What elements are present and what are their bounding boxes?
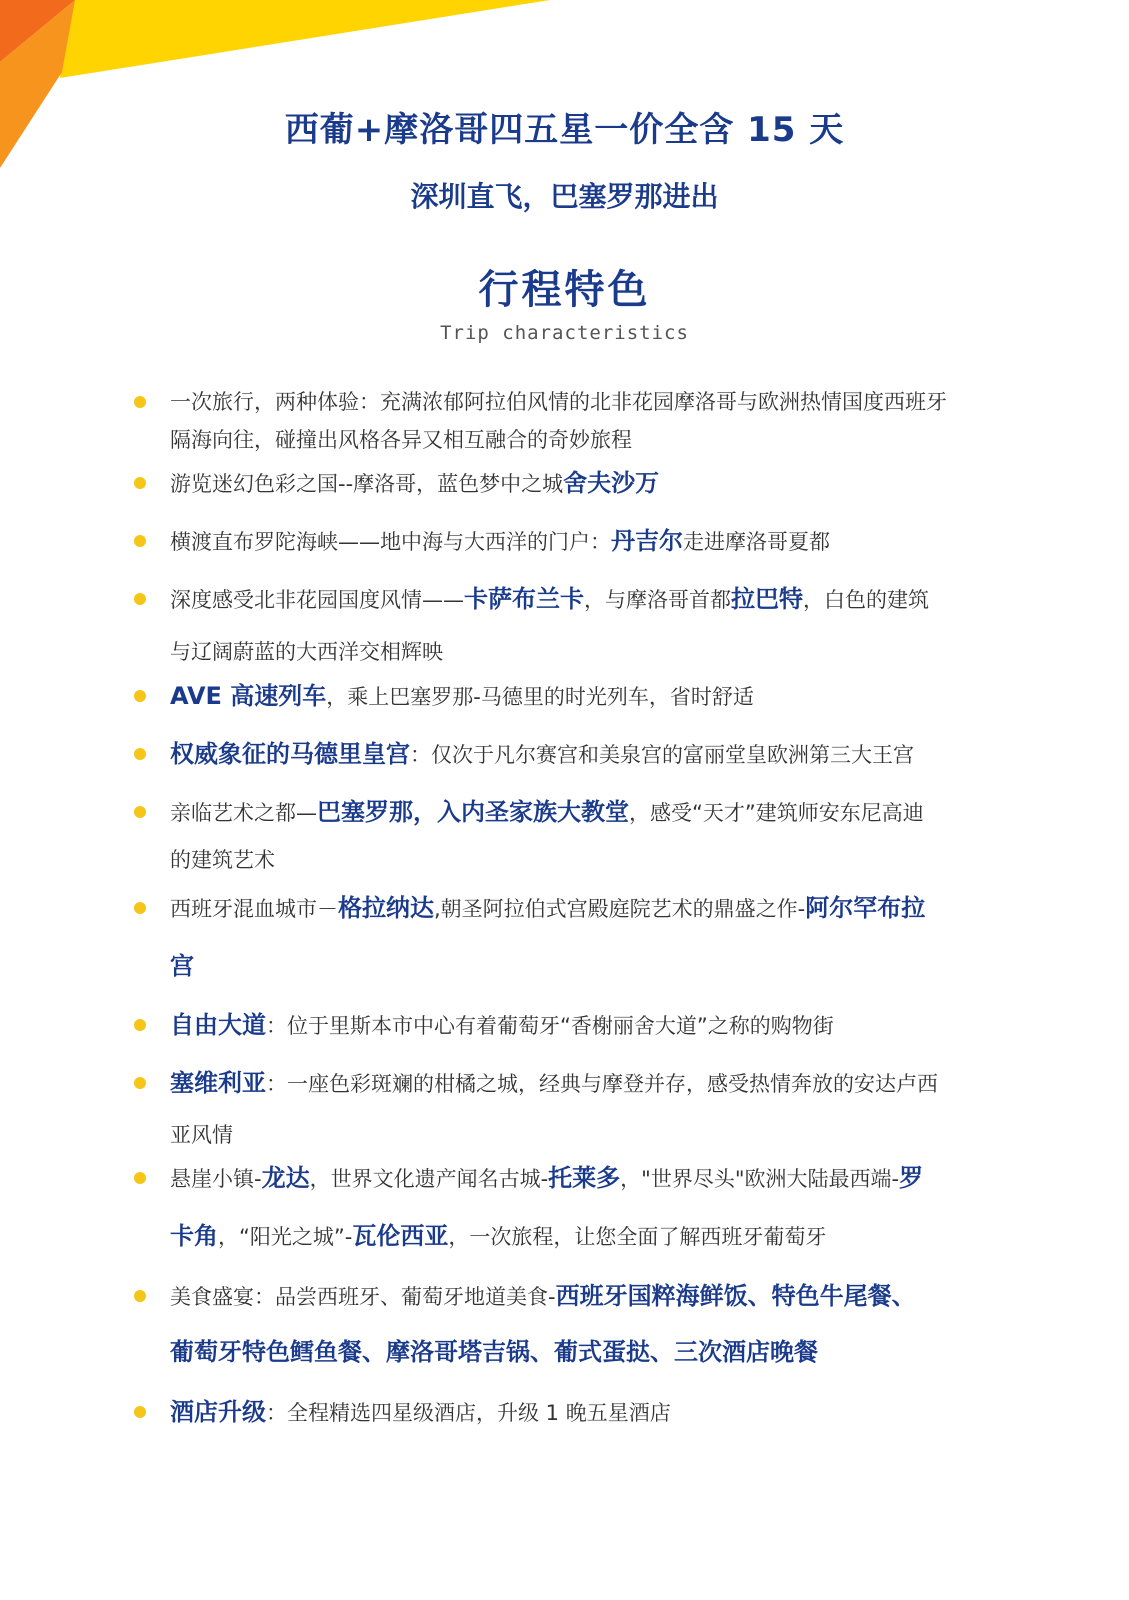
feature-highlight: 权威象征的马德里皇宫 (170, 740, 410, 768)
bullet-dot (134, 1172, 146, 1184)
feature-highlight: 西班牙国粹海鲜饭、特色牛尾餐、 (555, 1282, 916, 1310)
feature-text: ：位于里斯本市中心有着葡萄牙“香榭丽舍大道”之称的购物街 (266, 1014, 834, 1038)
bullet-dot (134, 535, 146, 547)
feature-highlight: 宫 (170, 952, 194, 980)
bullet-dot (134, 1077, 146, 1089)
section-title: 行程特色 (478, 267, 651, 313)
feature-line (170, 466, 659, 500)
feature-highlight: 阿尔罕布拉 (805, 894, 926, 922)
feature-line (170, 635, 443, 669)
feature-highlight: 拉巴特 (731, 585, 803, 613)
feature-text: 一次旅行，两种体验：充满浓郁阿拉伯风情的北非花园摩洛哥与欧洲热情国度西班牙 (170, 390, 947, 414)
feature-line (170, 1161, 923, 1195)
bullet-dot (134, 690, 146, 702)
feature-text: ，感受“天才”建筑师安东尼高迪 (629, 801, 924, 825)
bullet-dot (134, 1019, 146, 1031)
feature-text: ，与摩洛哥首都 (584, 588, 731, 612)
feature-text: ，乘上巴塞罗那-马德里的时光列车，省时舒适 (326, 685, 754, 709)
feature-line (170, 843, 275, 877)
feature-text: 横渡直布罗陀海峡——地中海与大西洋的门户： (170, 530, 611, 554)
bullet-dot (134, 1406, 146, 1418)
feature-text: ，世界文化遗产闻名古城- (309, 1167, 549, 1191)
feature-text: ，白色的建筑 (803, 588, 929, 612)
feature-highlight: 罗 (899, 1164, 924, 1192)
feature-highlight: 舍夫沙万 (563, 469, 660, 497)
feature-highlight: 丹吉尔 (611, 527, 683, 555)
feature-text: 游览迷幻色彩之国--摩洛哥，蓝色梦中之城 (170, 472, 564, 496)
feature-highlight: 自由大道 (170, 1011, 266, 1039)
feature-line (170, 582, 929, 616)
feature-highlight: 卡萨布兰卡 (464, 585, 584, 613)
feature-text: ，“阳光之城”- (218, 1225, 353, 1249)
bullet-dot (134, 477, 146, 489)
feature-text: ：一座色彩斑斓的柑橘之城，经典与摩登并存，感受热情奔放的安达卢西 (266, 1072, 938, 1096)
feature-text: 亚风情 (170, 1123, 233, 1147)
feature-text: 与辽阔蔚蓝的大西洋交相辉映 (170, 640, 443, 664)
bullet-dot (134, 806, 146, 818)
feature-highlight: 瓦伦西亚 (352, 1222, 449, 1250)
feature-line (170, 795, 924, 829)
bullet-dot (134, 902, 146, 914)
page-subtitle: 深圳直飞，巴塞罗那进出 (410, 180, 719, 213)
feature-text: 深度感受北非花园国度风情—— (170, 588, 464, 612)
feature-text: 的建筑艺术 (170, 848, 275, 872)
feature-text: 美食盛宴：品尝西班牙、葡萄牙地道美食- (170, 1285, 556, 1309)
feature-highlight: 葡萄牙特色鳕鱼餐、摩洛哥塔吉锅、葡式蛋挞、三次酒店晚餐 (170, 1338, 818, 1366)
feature-line (170, 891, 925, 925)
feature-line (170, 1118, 233, 1152)
page-title: 西葡+摩洛哥四五星一价全含 15 天 (284, 110, 845, 150)
feature-line (170, 1335, 818, 1369)
section-subtitle: Trip characteristics (440, 322, 689, 344)
feature-text: 走进摩洛哥夏都 (683, 530, 830, 554)
feature-text: 亲临艺术之都— (170, 801, 317, 825)
feature-line (170, 1279, 916, 1313)
feature-text: ：全程精选四星级酒店，升级 1 晚五星酒店 (266, 1401, 671, 1425)
feature-highlight: 格拉纳达 (338, 894, 434, 922)
feature-text: 悬崖小镇- (170, 1167, 262, 1191)
feature-line (170, 737, 914, 771)
bullet-dot (134, 1290, 146, 1302)
feature-text: 隔海向往，碰撞出风格各异又相互融合的奇妙旅程 (170, 428, 632, 452)
feature-line (170, 1395, 671, 1429)
feature-line (170, 679, 754, 713)
feature-text: ：仅次于凡尔赛宫和美泉宫的富丽堂皇欧洲第三大王宫 (410, 743, 914, 767)
yellow-stripe (60, 0, 550, 78)
feature-line (170, 385, 947, 419)
feature-line (170, 1066, 938, 1100)
feature-text: 西班牙混血城市－ (170, 897, 338, 921)
feature-text: ，一次旅程，让您全面了解西班牙葡萄牙 (448, 1225, 827, 1249)
bullet-dot (134, 396, 146, 408)
feature-highlight: 卡角 (170, 1222, 218, 1250)
feature-highlight: 托莱多 (548, 1164, 621, 1192)
feature-text: ，"世界尽头"欧洲大陆最西端- (620, 1167, 900, 1191)
feature-line (170, 949, 194, 983)
feature-highlight: 龙达 (261, 1164, 310, 1192)
corner-decoration (0, 0, 560, 180)
feature-highlight: 巴塞罗那，入内圣家族大教堂 (317, 798, 629, 826)
feature-highlight: 塞维利亚 (170, 1069, 266, 1097)
feature-highlight: AVE 高速列车 (170, 682, 327, 710)
feature-line (170, 1219, 826, 1253)
feature-line (170, 524, 830, 558)
feature-line (170, 423, 632, 457)
bullet-dot (134, 748, 146, 760)
feature-text: ,朝圣阿拉伯式宫殿庭院艺术的鼎盛之作- (434, 897, 806, 921)
feature-line (170, 1008, 834, 1042)
bullet-dot (134, 593, 146, 605)
feature-highlight: 酒店升级 (170, 1398, 266, 1426)
